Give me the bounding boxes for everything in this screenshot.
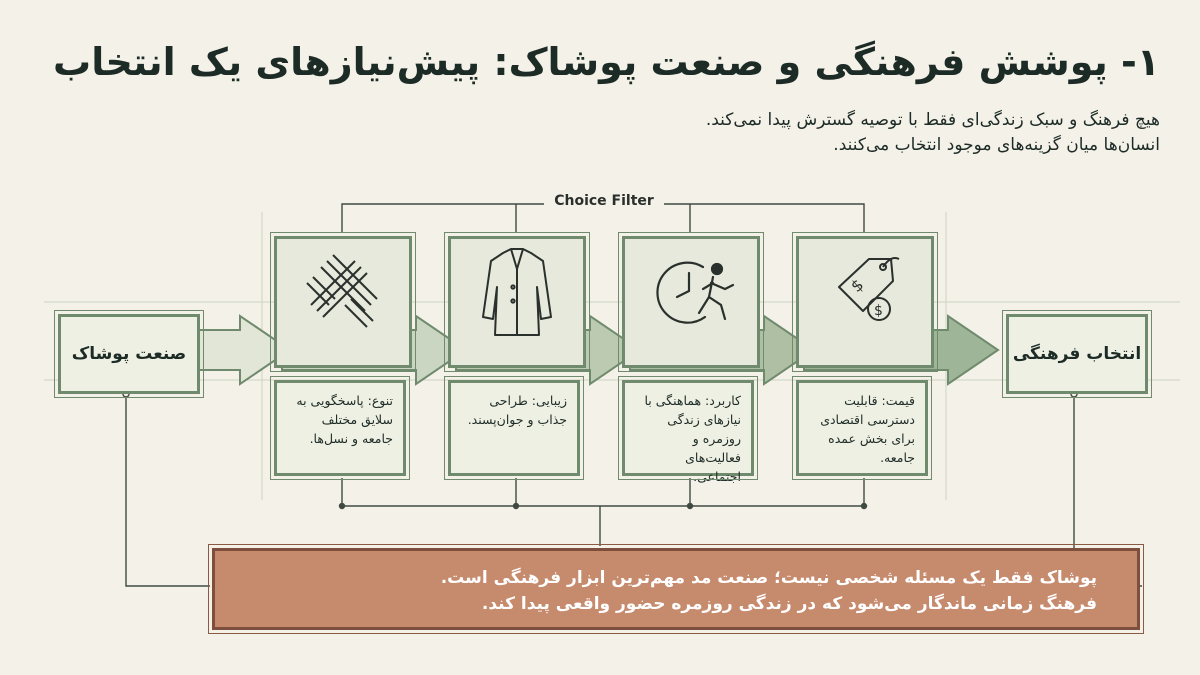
clock-runner-icon	[625, 239, 757, 365]
conclusion-line-2: فرهنگ زمانی ماندگار می‌شود که در زندگی روزمره حضور واقعی پیدا کند.	[481, 594, 1097, 614]
woven-fabric-icon	[277, 239, 409, 365]
price-tag-icon	[799, 239, 931, 365]
conclusion-box	[212, 548, 1140, 630]
target-box	[1006, 314, 1148, 394]
svg-text:$: $	[846, 275, 868, 296]
stage-utility	[622, 236, 760, 368]
stage-beauty	[448, 236, 586, 368]
conclusion-line-1: پوشاک فقط یک مسئله شخصی نیست؛ صنعت مد مهم‌ترین ابزار فرهنگی است.	[440, 568, 1097, 588]
coat-icon	[451, 239, 583, 365]
target-label: انتخاب فرهنگی	[1012, 344, 1142, 364]
stage-variety	[274, 236, 412, 368]
subtitle-line-2: انسان‌ها میان گزینه‌های موجود انتخاب می‌کنند.	[833, 135, 1160, 155]
stage-price	[796, 236, 934, 368]
caption-utility: کاربرد: هماهنگی با نیازهای زندگی روزمره و فعالیت‌های اجتماعی.	[622, 380, 754, 476]
source-label: صنعت پوشاک	[71, 344, 187, 364]
svg-text:$: $	[874, 303, 883, 319]
source-box	[58, 314, 200, 394]
page-title: ۱- پوشش فرهنگی و صنعت پوشاک: پیش‌نیازهای یک انتخاب	[53, 40, 1160, 84]
caption-beauty: زیبایی: طراحی جذاب و جوان‌پسند.	[448, 380, 580, 476]
choice-filter-label: Choice Filter	[544, 193, 664, 209]
subtitle-line-1: هیچ فرهنگ و سبک زندگی‌ای فقط با توصیه گسترش پیدا نمی‌کند.	[705, 110, 1160, 130]
caption-variety: تنوع: پاسخگویی به سلایق مختلف جامعه و نسل‌ها.	[274, 380, 406, 476]
caption-price: قیمت: قابلیت دسترسی اقتصادی برای بخش عمده جامعه.	[796, 380, 928, 476]
